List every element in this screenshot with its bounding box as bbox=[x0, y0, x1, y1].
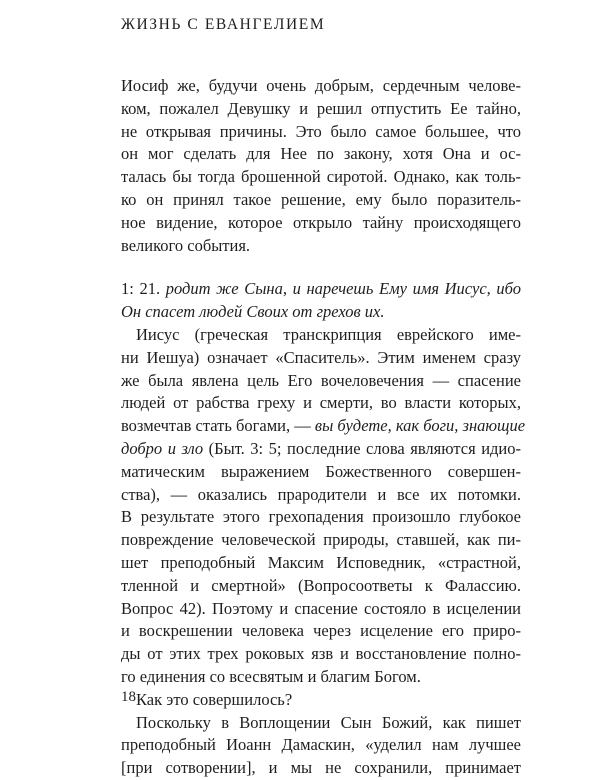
text-line: и воскрешении человека через исцеление его приро- bbox=[121, 621, 521, 641]
text-line: ды от этих трех роковых язв и восстановление полно- bbox=[121, 644, 521, 664]
text-line bbox=[121, 415, 526, 438]
text-line: матическим выражением Божественного совершен- bbox=[121, 461, 521, 481]
text-line: ное видение, которое открыло тайну происходящего bbox=[121, 212, 521, 232]
quote-span: добро и зло bbox=[121, 438, 204, 458]
paragraph-jesus-name bbox=[121, 324, 526, 689]
verse-text: родит же Сына, и наречешь Ему имя Иисус, ибо bbox=[165, 279, 521, 299]
text-line: Иосиф же, будучи очень добрым, сердечным челове- bbox=[121, 76, 521, 95]
paragraph-question bbox=[121, 689, 521, 712]
text-line: преподобный Иоанн Дамаскин, «уделил нам лучшее bbox=[121, 735, 521, 755]
text-line: Вопрос 42). Поэтому и спасение состояло в исцелении bbox=[121, 598, 521, 618]
text-line: повреждение человеческой природы, ставшей, как пи- bbox=[121, 530, 521, 550]
page-number: 18 bbox=[121, 689, 136, 705]
text-line: ко он принял такое решение, ему было поразитель- bbox=[121, 189, 521, 209]
verse-reference: 1: 21. bbox=[121, 279, 161, 299]
running-header: ЖИЗНЬ С ЕВАНГЕЛИЕМ bbox=[121, 16, 326, 33]
text-line: ком, пожалел Девушку и решил отпустить Ее тайно, bbox=[121, 98, 521, 118]
text-line: он мог сделать для Нее по закону, хотя Она и ос- bbox=[121, 144, 521, 164]
paragraph-joseph bbox=[121, 75, 521, 257]
quote-span: вы будете, как боги, знающие bbox=[314, 416, 526, 436]
text-line: го единения со всесвятым и благим Богом. bbox=[121, 666, 421, 686]
text-line: талась бы тогда брошенной сиротой. Однако, как толь- bbox=[121, 167, 521, 187]
text-line: не открывая причины. Это было самое большее, что bbox=[121, 121, 521, 141]
page-body bbox=[121, 75, 526, 780]
text-line: же была явлена цель Его вочеловечения — спасение bbox=[121, 370, 521, 390]
text-line: шет преподобный Максим Исповедник, «страстной, bbox=[121, 552, 521, 572]
text-line: тленной и смертной» (Вопросоответы к Фаласcию. bbox=[121, 575, 521, 595]
text-span: (Быт. 3: 5; последние слова являются идио- bbox=[208, 438, 521, 458]
text-line: В результате этого грехопадения произошло глубокое bbox=[121, 507, 521, 527]
verse-line bbox=[121, 278, 521, 301]
text-line: Поскольку в Воплощении Сын Божий, как пишет bbox=[136, 712, 521, 732]
text-line: ства), — оказались прародители и все их потомки. bbox=[121, 484, 521, 504]
text-line: великого события. bbox=[121, 235, 251, 255]
text-span: возмечтав стать богами, — bbox=[121, 416, 311, 436]
text-line bbox=[121, 438, 521, 461]
paragraph-damascene bbox=[121, 712, 521, 780]
text-line: [при сотворении], и мы не сохранили, принимает bbox=[121, 758, 521, 778]
verse-quote bbox=[121, 278, 521, 324]
text-line: ни Иешуа) означает «Спаситель». Этим именем сразу bbox=[121, 347, 521, 367]
verse-line: Он спасет людей Своих от грехов их. bbox=[121, 302, 385, 322]
text-line: Иисус (греческая транскрипция еврейского име- bbox=[136, 324, 521, 344]
paragraph-gap bbox=[121, 257, 521, 278]
text-line: людей от рабства греху и смерти, во власти которых, bbox=[121, 393, 521, 413]
text-line: Как это совершилось? bbox=[136, 689, 293, 709]
